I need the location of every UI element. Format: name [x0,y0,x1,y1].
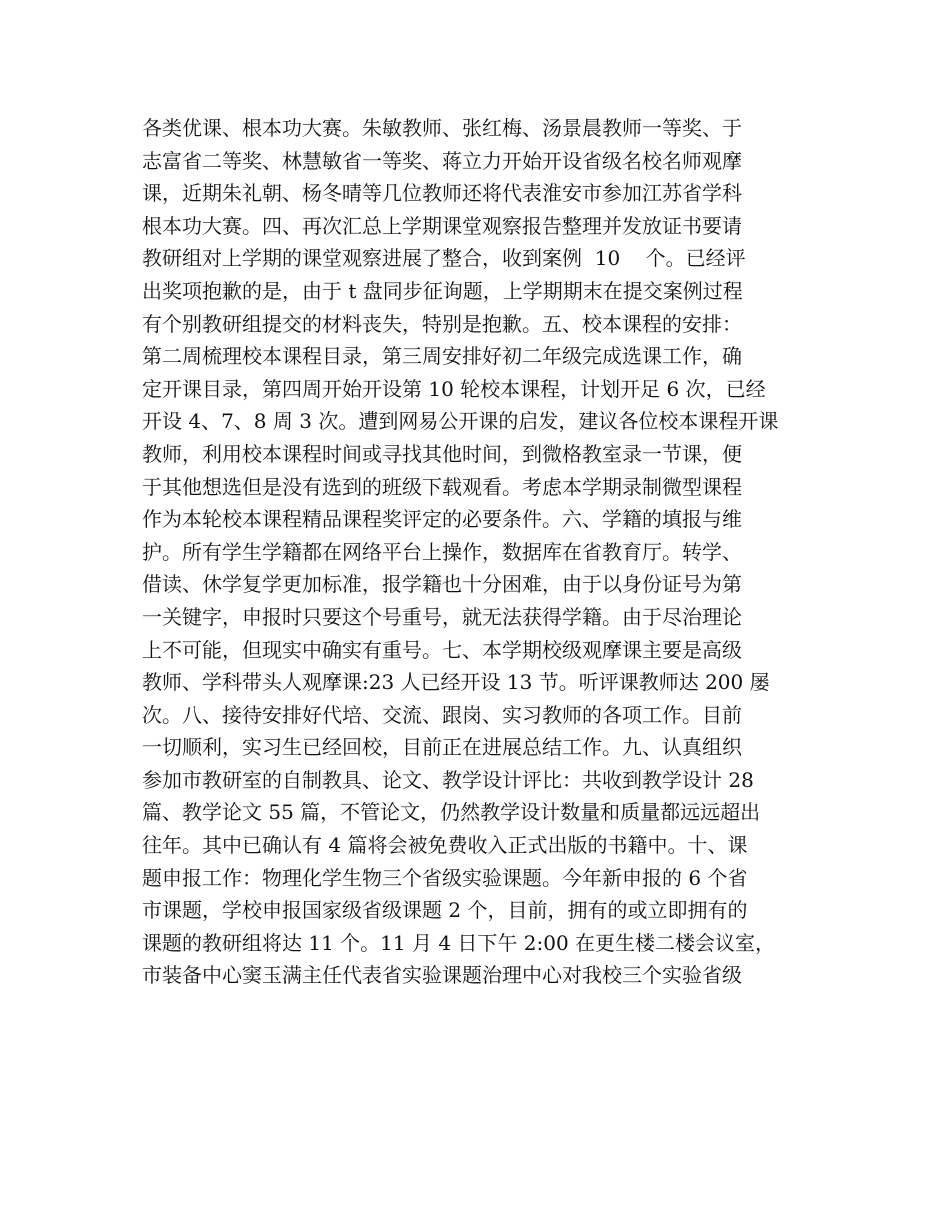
text-line: 课，近期朱礼朝、杨冬晴等几位教师还将代表淮安市参加江苏省学科 [142,181,742,206]
text-line: 志富省二等奖、林慧敏省一等奖、蒋立力开始开设省级名校名师观摩 [142,148,742,173]
text-line: 上不可能，但现实中确实有重号。七、本学期校级观摩课主要是高级 [142,637,742,662]
text-line: 市课题，学校申报国家级省级课题 2 个，目前，拥有的或立即拥有的 [142,898,748,923]
text-line: 各类优课、根本功大赛。朱敏教师、张红梅、汤景晨教师一等奖、于 [142,116,742,140]
text-line: 有个别教研组提交的材料丧失，特别是抱歉。五、校本课程的安排： [142,311,742,336]
text-line: 开设 4、7、8 周 3 次。遭到网易公开课的启发，建议各位校本课程开课 [142,409,779,434]
text-line: 市装备中心窦玉满主任代表省实验课题治理中心对我校三个实验省级 [142,963,742,988]
text-line: 往年。其中已确认有 4 篇将会被免费收入正式出版的书籍中。十、课 [142,833,748,858]
text-line: 于其他想选但是没有选到的班级下载观看。考虑本学期录制微型课程 [142,474,742,499]
text-line: 题申报工作：物理化学生物三个省级实验课题。今年新申报的 6 个省 [142,865,748,890]
text-line: 次。八、接待安排好代培、交流、跟岗、实习教师的各项工作。目前 [142,702,742,727]
text-line: 根本功大赛。四、再次汇总上学期课堂观察报告整理并发放证书要请 [142,213,742,238]
text-line: 教师，利用校本课程时间或寻找其他时间，到微格教室录一节课，便 [142,441,742,466]
text-line: 一切顺利，实习生已经回校，目前正在进展总结工作。九、认真组织 [142,735,742,760]
text-line: 作为本轮校本课程精品课程奖评定的必要条件。六、学籍的填报与维 [142,507,742,532]
text-line: 篇、教学论文 55 篇，不管论文，仍然教学设计数量和质量都远远超出 [142,800,761,825]
text-line: 一关键字，申报时只要这个号重号，就无法获得学籍。由于尽治理论 [142,604,742,629]
text-line: 参加市教研室的自制教具、论文、教学设计评比：共收到教学设计 28 [142,767,754,792]
text-line: 教研组对上学期的课堂观察进展了整合，收到案例 10 个。已经评 [142,246,746,271]
text-line: 出奖项抱歉的是，由于 t 盘同步征询题，上学期期末在提交案例过程 [142,278,743,303]
text-line: 借读、休学复学更加标准，报学籍也十分困难，由于以身份证号为第 [142,572,742,597]
body-text [142,112,812,992]
text-line: 定开课目录，第四周开始开设第 10 轮校本课程，计划开足 6 次，已经 [142,376,766,401]
text-line: 教师、学科带头人观摩课:23 人已经开设 13 节。听评课教师达 200 屡 [142,670,770,695]
text-line: 第二周梳理校本课程目录，第三周安排好初二年级完成选课工作，确 [142,344,742,369]
text-line: 护。所有学生学籍都在网络平台上操作，数据库在省教育厅。转学、 [142,539,742,564]
text-line: 课题的教研组将达 11 个。11 月 4 日下午 2:00 在更生楼二楼会议室， [142,930,776,955]
